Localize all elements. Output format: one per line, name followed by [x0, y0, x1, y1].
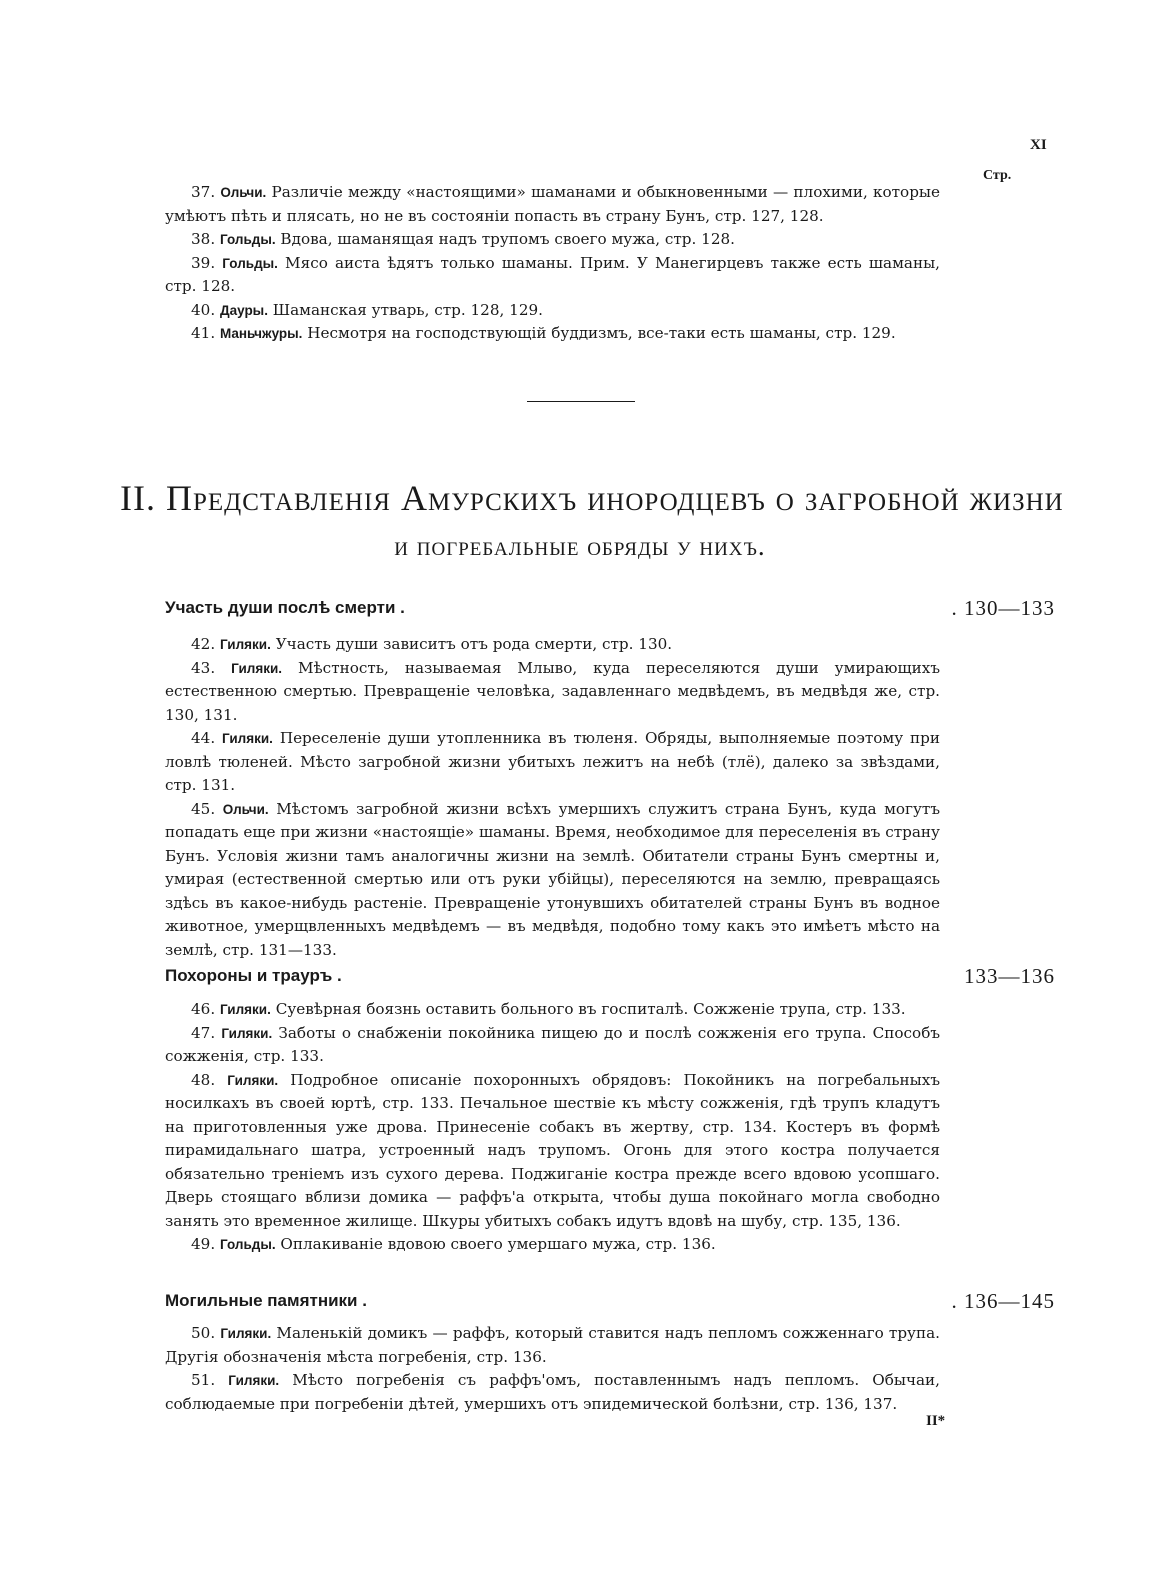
entry-51: 51. Гиляки. Мѣсто погребенія съ раффъ'омъ, поставленнымъ надъ пепломъ. Обычаи, соблюдаемые при погребеніи дѣтей, умершихъ отъ эпидемической болѣзни, стр. 136, 137. — [165, 1371, 940, 1413]
entry-40: 40. Дауры. Шаманская утварь, стр. 128, 129. — [191, 300, 543, 319]
section-label: Участь души послѣ смерти . — [165, 598, 405, 617]
signature-mark: II* — [926, 1413, 946, 1429]
entry-38: 38. Гольды. Вдова, шаманящая надъ трупомъ своего мужа, стр. 128. — [191, 230, 735, 248]
entry-41: 41. Маньчжуры. Несмотря на господствующій буддизмъ, все-таки есть шаманы, стр. 129. — [191, 324, 896, 342]
entry-50: 50. Гиляки. Маленькій домикъ — раффъ, который ставится надъ пепломъ сожженнаго трупа. Другія обозначенія мѣста погребенія, стр. 136. — [165, 1324, 940, 1366]
page-number: XI — [1030, 137, 1047, 153]
section-label: Похороны и трауръ . — [165, 966, 342, 985]
entry-42: 42. Гиляки. Участь души зависитъ отъ рода смерти, стр. 130. — [191, 635, 673, 653]
section-label: Могильные памятники . — [165, 1291, 367, 1310]
entry-48: 48. Гиляки. Подробное описаніе похоронныхъ обрядовъ: Покойникъ на погребальныхъ носилкахъ въ своей юртѣ, стр. 133. Печальное шествіе къ мѣсту сожженія, гдѣ трупъ кладутъ на приготовленныя уже дрова. Принесеніе собакъ въ жертву, стр. 134. Костеръ въ формѣ пирамидальнаго шатра, устроенный надъ трупомъ. Огонь для этого костра получается обязательно треніемъ изъ сухого дерева. Поджиганіе костра прежде всего вдовою усопшаго. Дверь стоящаго вблизи домика — раффъ'а открыта, чтобы душа покойнаго могла свободно занять это временное жилище. Шкуры убитыхъ собакъ идутъ вдовѣ на шубу, стр. 135, 136. — [165, 1070, 940, 1230]
entry-47: 47. Гиляки. Заботы о снабженіи покойника пищею до и послѣ сожженія его трупа. Способъ сожженія, стр. 133. — [165, 1023, 941, 1065]
page-column-header: Стр. — [983, 168, 1012, 183]
chapter-title-line-2: и погребальные обряды у нихъ. — [394, 531, 766, 561]
section-page-range: . 130—133 — [951, 596, 1055, 620]
section-entries-funeral — [165, 998, 940, 1257]
section-entries-soul-fate — [165, 633, 940, 962]
entry-37: 37. Ольчи. Различіе между «настоящими» шаманами и обыкновенными — плохими, которые умѣютъ пѣть и плясать, но не въ состояніи попасть въ страну Бунъ, стр. 127, 128. — [165, 183, 940, 225]
section-heading-monuments — [165, 1291, 1055, 1317]
section-divider-rule — [527, 401, 635, 402]
section-page-range: 133—136 — [964, 964, 1055, 988]
chapter-title — [120, 474, 1064, 566]
chapter-title-line-1: II. Представленія Амурскихъ инородцевъ о загробной жизни — [120, 478, 1064, 518]
entry-46: 46. Гиляки. Суевѣрная боязнь оставить больного въ госпиталѣ. Сожженіе трупа, стр. 133. — [191, 1000, 906, 1018]
section-entries-monuments — [165, 1322, 940, 1416]
entry-39: 39. Гольды. Мясо аиста ѣдятъ только шаманы. Прим. У Манегирцевъ также есть шаманы, стр. 128. — [165, 253, 940, 295]
entry-45: 45. Ольчи. Мѣстомъ загробной жизни всѣхъ умершихъ служитъ страна Бунъ, куда могутъ попадать еще при жизни «настоящіе» шаманы. Время, необходимое для переселенія въ страну Бунъ. Условія жизни тамъ аналогичны жизни на землѣ. Обитатели страны Бунъ смертны и, умирая (естественной смертью или отъ руки убійцы), переселяются на землю, превращаясь здѣсь въ какое-нибудь растеніе. Превращеніе утонувшихъ обитателей страны Бунъ въ водное животное, умерщвленныхъ медвѣдемъ — въ медвѣдя, подобно тому какъ это имѣетъ мѣсто на землѣ, стр. 131—133. — [165, 799, 940, 959]
section-heading-soul-fate — [165, 598, 1055, 624]
top-entries — [165, 181, 940, 346]
section-heading-funeral — [165, 966, 1055, 992]
section-page-range: . 136—145 — [951, 1289, 1055, 1313]
entry-43: 43. Гиляки. Мѣстность, называемая Млыво, куда переселяются души умирающихъ естественною смертью. Превращеніе человѣка, задавленнаго медвѣдемъ, въ медвѣдя же, стр. 130, 131. — [165, 658, 940, 724]
entry-44: 44. Гиляки. Переселеніе души утопленника въ тюленя. Обряды, выполняемые поэтому при ловлѣ тюленей. Мѣсто загробной жизни убитыхъ лежитъ на небѣ (тлё), далеко за звѣздами, стр. 131. — [165, 729, 940, 794]
entry-49: 49. Гольды. Оплакиваніе вдовою своего умершаго мужа, стр. 136. — [191, 1235, 716, 1253]
